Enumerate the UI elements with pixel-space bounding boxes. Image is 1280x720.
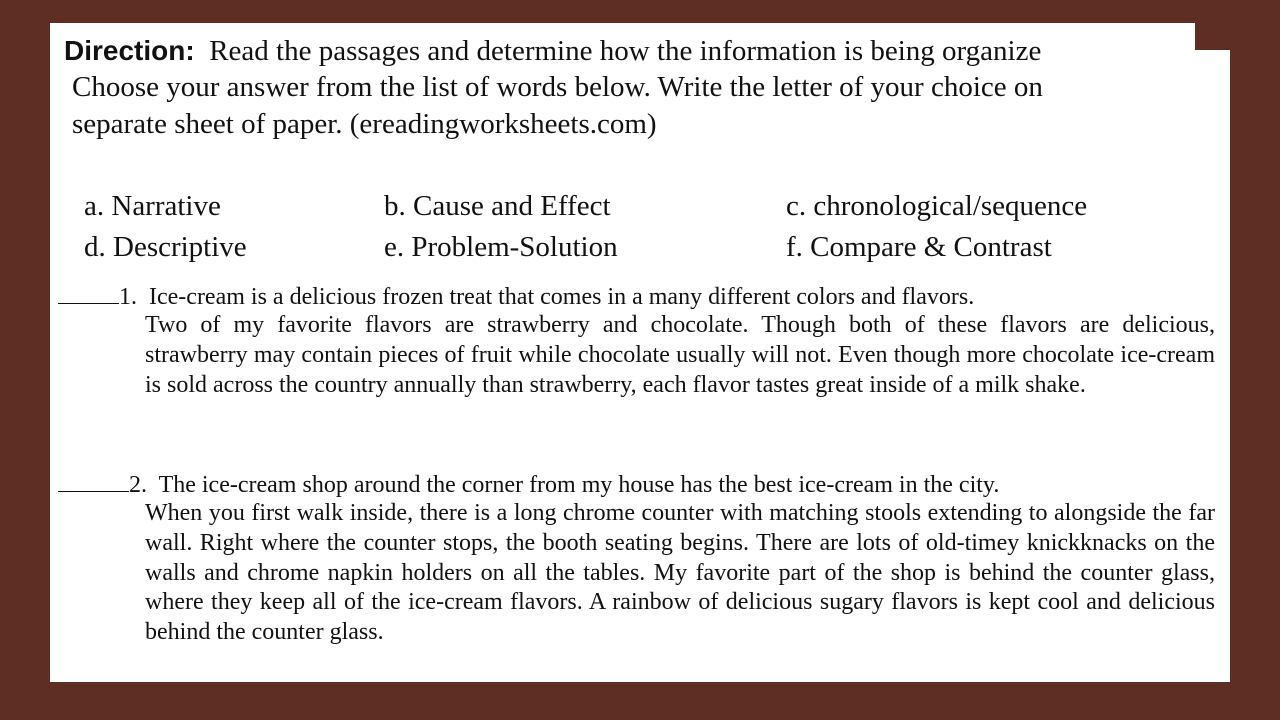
option-d: d. Descriptive <box>84 231 247 263</box>
question-2-first-line <box>58 469 1215 501</box>
question-2-first-text: The ice-cream shop around the corner from my house has the best ice-cream in the city. <box>158 472 1000 498</box>
direction-line-1 <box>64 33 1041 69</box>
question-1-first-text: Ice-cream is a delicious frozen treat that comes in a many different colors and flavors. <box>149 284 975 310</box>
question-2-number: 2. <box>129 472 147 498</box>
question-1-first-line <box>58 281 1215 313</box>
direction-line-2: Choose your answer from the list of words below. Write the letter of your choice on <box>72 71 1043 103</box>
option-f: f. Compare & Contrast <box>786 231 1052 263</box>
option-e: e. Problem-Solution <box>384 231 618 263</box>
answer-blank-1 <box>58 281 119 304</box>
page-corner-notch <box>1195 23 1230 50</box>
option-a: a. Narrative <box>84 190 221 222</box>
answer-blank-2 <box>58 469 129 492</box>
direction-line-3: separate sheet of paper. (ereadingworksheets.com) <box>72 108 657 140</box>
option-b: b. Cause and Effect <box>384 190 611 222</box>
option-c: c. chronological/sequence <box>786 190 1088 222</box>
question-1-passage: Two of my favorite flavors are strawberry and chocolate. Though both of these flavors are delicious, strawberry may contain pieces of fruit while chocolate usually will not. Even though more chocolate ice-cream is sold across the country annually than strawberry, each flavor tastes great inside of a milk shake. <box>145 312 1215 398</box>
question-2-passage: When you first walk inside, there is a long chrome counter with matching stools extending to alongside the far wall. Right where the counter stops, the booth seating begins. There are lots of old-timey knickknacks on the walls and chrome napkin holders on all the tables. My favorite part of the shop is behind the counter glass, where they keep all of the ice-cream flavors. A rainbow of delicious sugary flavors is kept cool and delicious behind the counter glass. <box>145 500 1215 646</box>
direction-label: Direction: <box>64 35 195 66</box>
direction-text-1: Read the passages and determine how the information is being organize <box>209 35 1042 67</box>
question-1-number: 1. <box>119 284 137 310</box>
